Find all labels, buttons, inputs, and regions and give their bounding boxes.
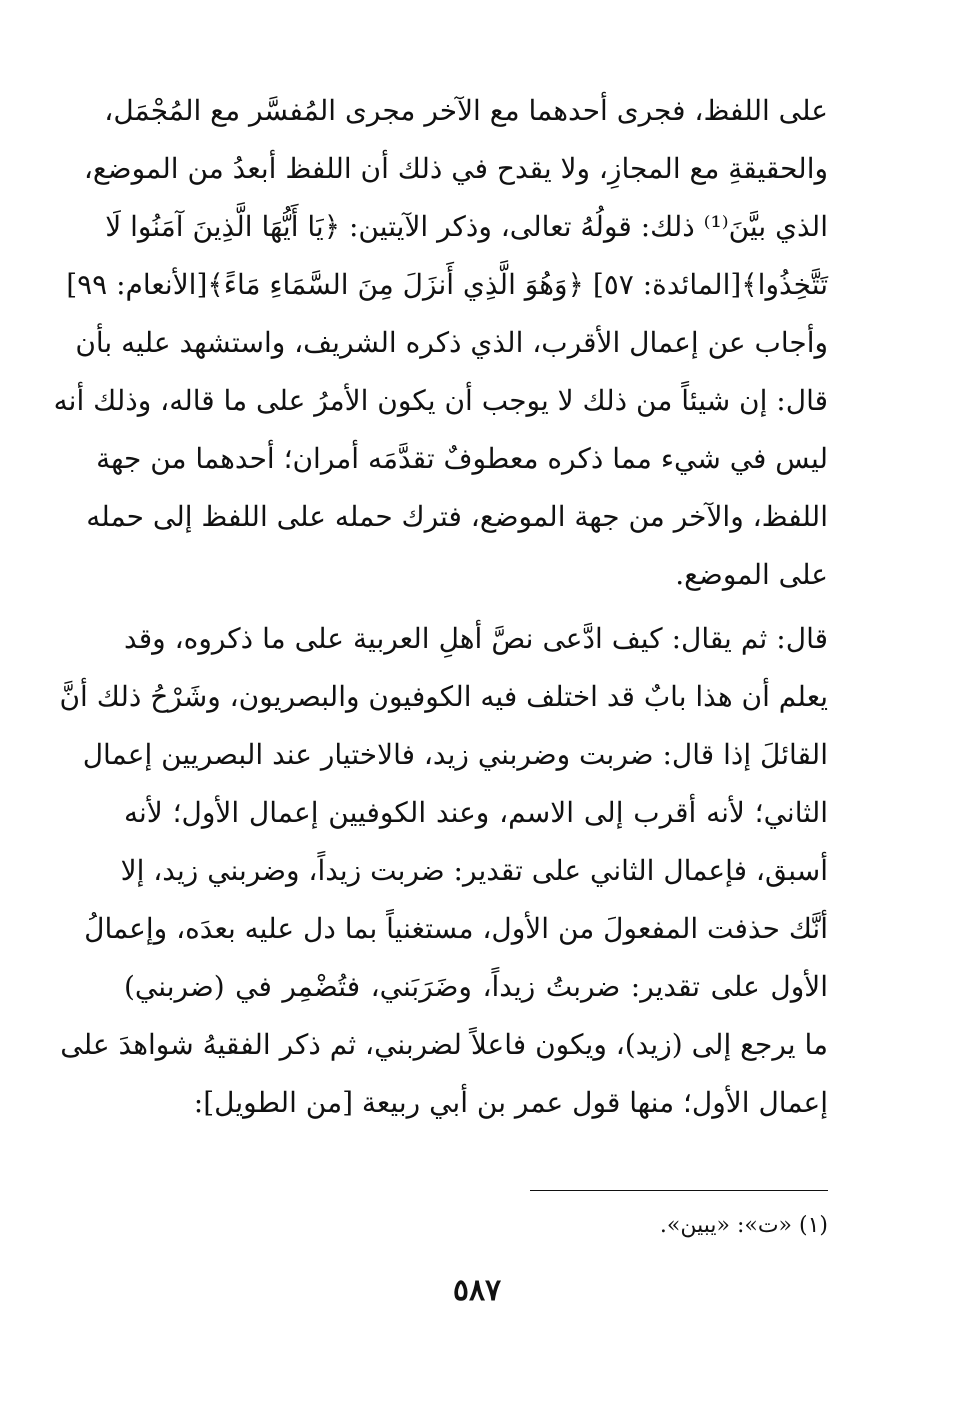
text-line: إعمال الأول؛ منها قول عمر بن أبي ربيعة [من الطويل]:	[193, 1086, 828, 1119]
text-line: الذي بيَّنَ⁽¹⁾ ذلك: قولُهُ تعالى، وذكر الآيتين: ﴿يَا أَيُّهَا الَّذِينَ آمَنُوا لَا	[105, 210, 828, 243]
text-line: يعلم أن هذا بابٌ قد اختلف فيه الكوفيون والبصريون، وشَرْحُ ذلك أنَّ	[59, 680, 828, 713]
text-line: والحقيقةِ مع المجازِ، ولا يقدح في ذلك أن اللفظ أبعدُ من الموضع،	[83, 152, 828, 185]
paragraph-2	[59, 610, 828, 1132]
text-line: ليس في شيء مما ذكره معطوفٌ تقدَّمَه أمران؛ أحدهما من جهة	[96, 442, 828, 475]
footnote: (١) «ت»: «يبين».	[659, 1213, 828, 1238]
text-line: قال: ثم يقال: كيف ادَّعى نصَّ أهلِ العربية على ما ذكروه، وقد	[124, 622, 828, 655]
footnote-divider	[530, 1190, 828, 1191]
text-line: على اللفظ، فجرى أحدهما مع الآخر مجرى المُفسَّر مع المُجْمَل،	[104, 94, 828, 127]
paragraph-1	[53, 82, 828, 604]
text-line: الأول على تقدير: ضربتُ زيداً، وضَرَبَني، فتُضْمِر في (ضربني)	[124, 970, 828, 1003]
text-line: وأجاب عن إعمال الأقرب، الذي ذكره الشريف، واستشهد عليه بأن	[75, 326, 828, 359]
text-line: القائلَ إذا قال: ضربت وضربني زيد، فالاختيار عند البصريين إعمال	[82, 738, 828, 771]
page-number: ٥٨٧	[452, 1273, 502, 1308]
text-line: أسبق، فإعمال الثاني على تقدير: ضربت زيداً، وضربني زيد، إلا	[120, 854, 828, 887]
text-line: الثاني؛ لأنه أقرب إلى الاسم، وعند الكوفيين إعمال الأول؛ لأنه	[124, 796, 828, 829]
text-line: تَتَّخِذُوا﴾[المائدة: ٥٧] ﴿وَهُوَ الَّذِي أَنزَلَ مِنَ السَّمَاءِ مَاءً﴾[الأنعام: ٩٩]	[66, 268, 828, 301]
text-line: على الموضع.	[675, 558, 828, 591]
text-line: قال: إن شيئاً من ذلك لا يوجب أن يكون الأمرُ على ما قاله، وذلك أنه	[53, 384, 828, 417]
text-line: اللفظ، والآخر من جهة الموضع، فترك حمله على اللفظ إلى حمله	[86, 500, 828, 533]
text-line: ما يرجع إلى (زيد)، ويكون فاعلاً لضربني، ثم ذكر الفقيهُ شواهدَ على	[60, 1028, 828, 1061]
text-line: أنَّك حذفت المفعولَ من الأول، مستغنياً بما دل عليه بعدَه، وإعمالُ	[84, 912, 828, 945]
